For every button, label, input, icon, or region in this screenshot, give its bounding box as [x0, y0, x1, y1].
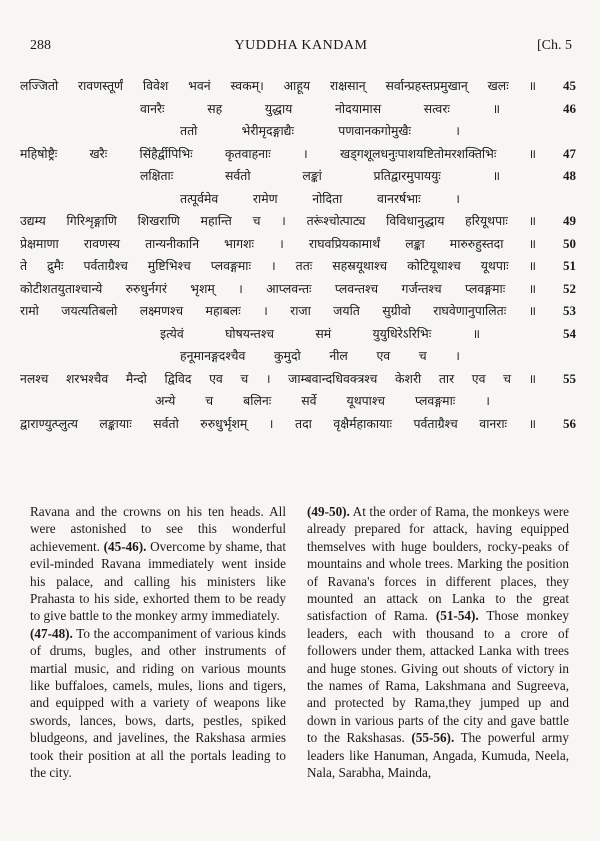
verse-text: रामो जयत्यतिबलो लक्ष्मणश्च महाबलः । राजा जयति सुग्रीवो राघवेणानुपालितः ॥ — [20, 303, 536, 318]
verse-reference: (51-54). — [435, 608, 479, 624]
translation-text: The powerful army leaders like Hanuman, Angada, Kumuda, Neela, Nala, Sarabha, Mainda, — [307, 730, 569, 781]
translation-paragraph — [307, 503, 569, 782]
verse-number: 50 — [563, 235, 576, 251]
verse-number: 52 — [563, 280, 576, 296]
verse-line — [20, 143, 580, 166]
verse-reference: (55-56). — [411, 730, 455, 746]
page-header — [30, 38, 572, 60]
verse-reference: (45-46). — [103, 538, 147, 554]
verse-text: इत्येवं घोषयन्तश्च समं युयुधिरेऽरिभिः ॥ — [160, 325, 480, 341]
verse-line — [20, 278, 580, 301]
verse-line — [20, 345, 580, 368]
verse-number: 45 — [563, 78, 576, 93]
chapter-label: [Ch. 5 — [537, 38, 572, 53]
verse-reference: (49-50). — [307, 504, 350, 519]
verse-number: 49 — [563, 213, 576, 228]
verse-line — [20, 188, 580, 211]
translation-text: Ravana and the crowns on his ten heads. All were astonished to see this wonderful achievement. — [30, 504, 286, 554]
verse-text: हनूमानङ्गदश्चैव कुमुदो नील एव च । — [180, 348, 460, 363]
running-title: YUDDHA KANDAM — [234, 38, 368, 53]
verse-text: महिषोष्ट्रैः खरैः सिंहैर्द्वीपिभिः कृतवाहनाः । खड्गशूलधनुःपाशयष्टितोमरशक्तिभिः ॥ — [20, 145, 536, 161]
verse-line — [20, 255, 580, 278]
verse-text: उद्यम्य गिरिशृङ्गाणि शिखराणि महान्ति च । तरूंश्चोत्पाट्य विविधानुद्धाय हरियूथपाः ॥ — [20, 213, 536, 228]
translation-text: To the accompaniment of various kinds of drums, bugles, and other instruments of martial music, and riding on various mounts like buffaloes, camels, mules, lions and tigers, and equipped with a variety of weapons like swords, lances, bows, darts, pestles, spiked bludgeons, and javelines, the Rakshasa armies took their position at all the portals leading to the city. — [30, 625, 286, 781]
verse-text: तत्पूर्वमेव रामेण नोदिता वानरर्षभाः । — [180, 190, 460, 206]
verse-line — [20, 233, 580, 256]
verse-number: 47 — [563, 145, 576, 161]
translation-left-column — [30, 503, 286, 782]
verse-text: प्रेक्षमाणा रावणस्य तान्यनीकानि भागशः । राघवप्रियकामार्थं लङ्का मारुरुहुस्तदा ॥ — [20, 235, 536, 251]
translation-text: Overcome by shame, that evil-minded Ravana immediately went inside his palace, and calling his ministers like Prahasta to his side, exhorted them to be ready to give battle to the monkey army immediately. — [30, 538, 287, 624]
verse-line — [20, 98, 580, 121]
verse-line — [20, 300, 580, 323]
verse-text: लज्जितो रावणस्तूर्णं विवेश भवनं स्वकम्। आहूय राक्षसान् सर्वान्प्रहस्तप्रमुखान् खलः ॥ — [20, 78, 536, 93]
verse-number: 54 — [563, 325, 576, 341]
verse-text: वानरैः सह युद्धाय नोदयामास सत्वरः ॥ — [140, 100, 500, 116]
verse-text: ते द्रुमैः पर्वताग्रैश्च मुष्टिभिश्च प्लवङ्गमाः । ततः सहस्रयूथाश्च कोटियूथाश्च यूथपाः ॥ — [20, 258, 536, 273]
verse-reference: (47-48). — [30, 625, 73, 641]
verse-line — [20, 165, 580, 188]
verse-line — [20, 390, 580, 413]
verse-number: 55 — [563, 370, 576, 386]
verse-line — [20, 210, 580, 233]
verse-number: 51 — [563, 258, 576, 273]
verse-line — [20, 413, 580, 436]
sanskrit-verses — [20, 75, 580, 435]
translation-paragraph — [30, 625, 286, 782]
verse-text: लक्षिताः सर्वतो लङ्कां प्रतिद्वारमुपाययुः ॥ — [140, 168, 500, 183]
verse-number: 46 — [563, 100, 576, 116]
verse-text: द्वाराण्युत्प्लुत्य लङ्कायाः सर्वतो रुरुधुर्भृशम् । तदा वृक्षैर्महाकायाः पर्वताग्रैश्च वानराः ॥ — [20, 415, 536, 431]
verse-text: ततो भेरीमृदङ्गाद्यैः पणवानकगोमुखैः । — [180, 123, 460, 138]
translation-right-column — [307, 503, 569, 782]
translation-text: At the order of Rama, the monkeys were already prepared for attack, having equipped themselves with huge boulders, rocky-peaks of mountains and whole trees. Marking the position of Ravana's forces in different places, they mounted an attack on Lanka to the great satisfaction of Rama. — [307, 504, 569, 624]
verse-line — [20, 368, 580, 391]
translation-paragraph — [30, 503, 286, 625]
verse-text: कोटीशतयुताश्चान्ये रुरुधुर्नगरं भृशम् । आप्लवन्तः प्लवन्तश्च गर्जन्तश्च प्लवङ्गमाः ॥ — [20, 280, 536, 296]
verse-number: 48 — [563, 168, 576, 183]
verse-line — [20, 75, 580, 98]
verse-text: अन्ये च बलिनः सर्वे यूथपाश्च प्लवङ्गमाः । — [155, 393, 490, 408]
verse-number: 56 — [563, 415, 576, 431]
verse-line — [20, 323, 580, 346]
verse-line — [20, 120, 580, 143]
page-number: 288 — [30, 38, 51, 53]
translation-text: Those monkey leaders, each with thousand to a crore of followers under them, attacked Lanka with trees and huge stones. Giving out shouts of victory in the names of Rama, Lakshmana and Sugreeva, and protected by Rama,they jumped up and down in various parts of the city and gave battle to the Rakshasas. — [307, 608, 569, 746]
verse-number: 53 — [563, 303, 576, 318]
verse-text: नलश्च शरभश्चैव मैन्दो द्विविद एव च । जाम्बवान्दधिवक्त्रश्च केशरी तार एव च ॥ — [20, 370, 536, 386]
